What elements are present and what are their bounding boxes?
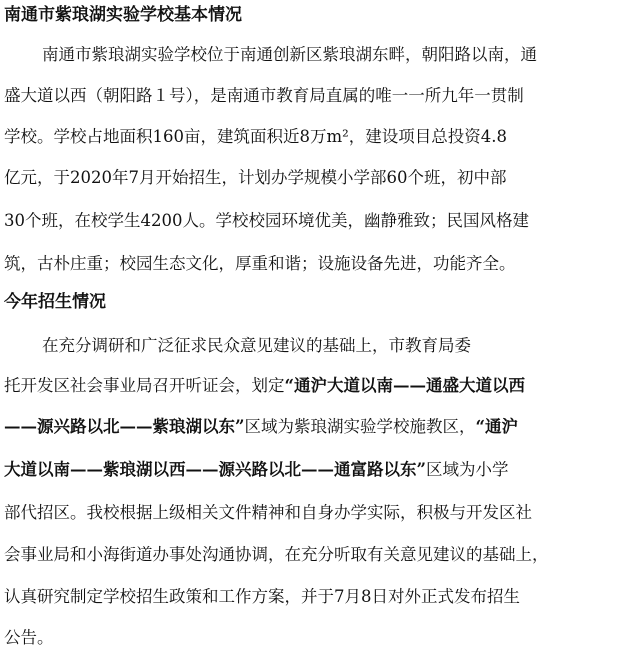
paragraph-line: 部代招区。我校根据上级相关文件精神和自身办学实际，积极与开发区社 — [4, 503, 532, 522]
paragraph-line: 会事业局和小海街道办事处沟通协调，在充分听取有关意见建议的基础上， — [4, 545, 549, 564]
paragraph-line: 盛大道以西（朝阳路１号），是南通市教育局直属的唯一一所九年一贯制 — [4, 86, 524, 105]
section-heading-enrollment: 今年招生情况 — [4, 292, 106, 312]
district-boundary-text: ——源兴路以北——紫琅湖以东” — [4, 417, 245, 436]
paragraph-line: 公告。 — [4, 628, 54, 647]
paragraph-line — [4, 376, 525, 396]
paragraph-line — [4, 417, 518, 437]
section-heading-school-overview: 南通市紫琅湖实验学校基本情况 — [4, 5, 242, 25]
paragraph-line: 亿元，于2020年7月开始招生，计划办学规模小学部60个班，初中部 — [4, 168, 507, 187]
district-boundary-text: “通沪大道以南——通盛大道以西 — [284, 376, 525, 395]
line-text: 托开发区社会事业局召开听证会，划定 — [4, 376, 285, 395]
paragraph-line: 在充分调研和广泛征求民众意见建议的基础上，市教育局委 — [42, 336, 471, 355]
paragraph-line: 学校。学校占地面积160亩，建筑面积近8万m²，建设项目总投资4.8 — [4, 127, 507, 146]
line-text: 区域为紫琅湖实验学校施教区， — [244, 417, 476, 436]
line-text: 区域为小学 — [426, 460, 509, 479]
paragraph-line: 认真研究制定学校招生政策和工作方案，并于7月8日对外正式发布招生 — [4, 587, 520, 606]
paragraph-line — [4, 460, 509, 480]
paragraph-line: 南通市紫琅湖实验学校位于南通创新区紫琅湖东畔，朝阳路以南，通 — [42, 45, 537, 64]
district-boundary-text: 大道以南——紫琅湖以西——源兴路以北——通富路以东” — [4, 460, 426, 479]
paragraph-line: 筑，古朴庄重；校园生态文化，厚重和谐；设施设备先进，功能齐全。 — [4, 254, 516, 273]
paragraph-line: 30个班，在校学生4200人。学校校园环境优美，幽静雅致；民国风格建 — [4, 211, 529, 230]
district-boundary-text: “通沪 — [475, 417, 518, 436]
